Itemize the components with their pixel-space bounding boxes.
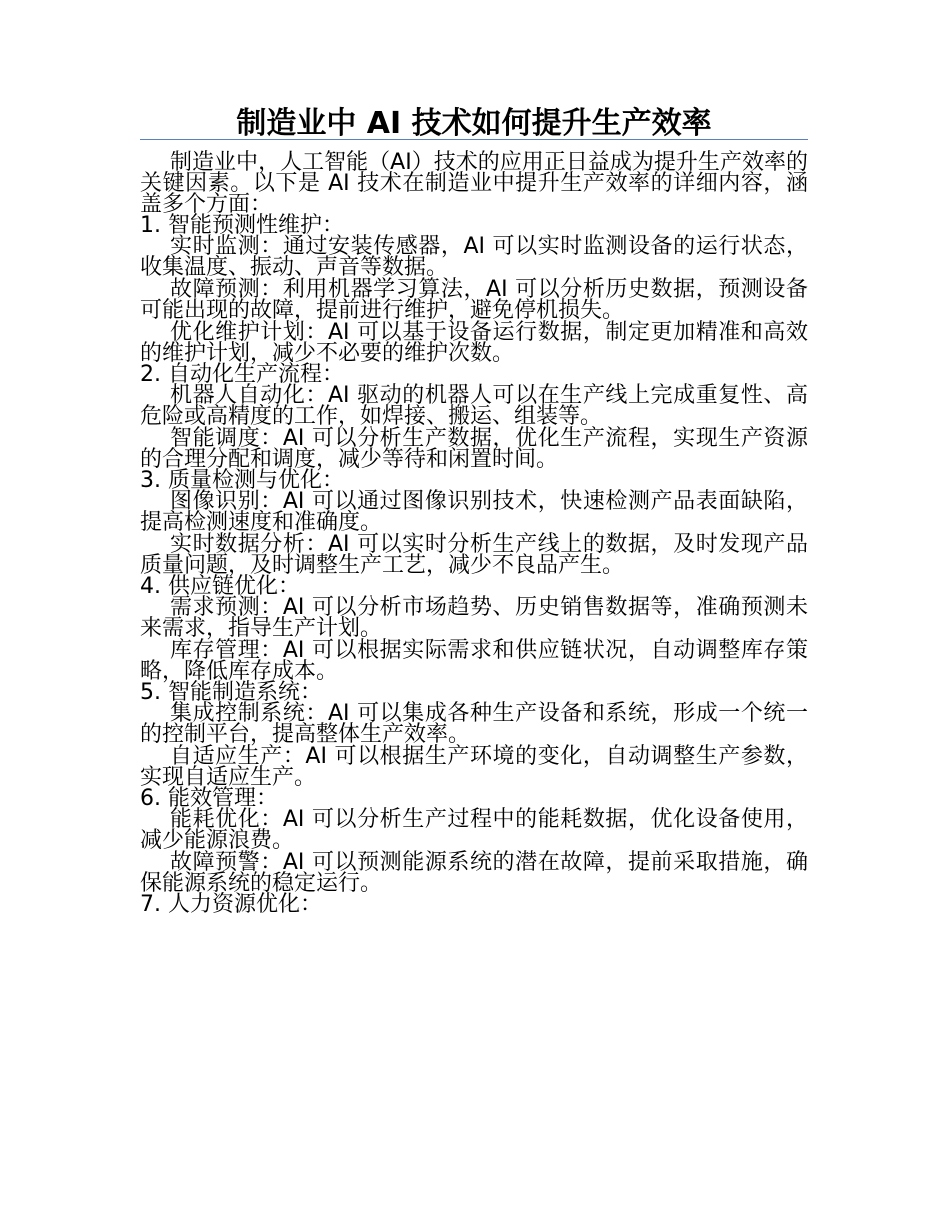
section-heading: 3. 质量检测与优化： [140, 468, 344, 493]
section-heading: 4. 供应链优化： [140, 574, 300, 599]
section-item: 实时数据分析：AI 可以实时分析生产线上的数据，及时发现产品质量问题，及时调整生产工艺，减少不良品产生。 [140, 532, 808, 578]
section-item: 故障预警：AI 可以预测能源系统的潜在故障，提前采取措施，确保能源系统的稳定运行。 [140, 850, 808, 896]
section-item: 机器人自动化：AI 驱动的机器人可以在生产线上完成重复性、高危险或高精度的工作，如焊接、搬运、组装等。 [140, 383, 808, 429]
section-item: 能耗优化：AI 可以分析生产过程中的能耗数据，优化设备使用，减少能源浪费。 [140, 807, 808, 853]
section-item: 优化维护计划：AI 可以基于设备运行数据，制定更加精准和高效的维护计划，减少不必要的维护次数。 [140, 320, 808, 366]
section-item: 图像识别：AI 可以通过图像识别技术，快速检测产品表面缺陷，提高检测速度和准确度。 [140, 489, 808, 535]
section-heading: 5. 智能制造系统： [140, 680, 322, 705]
section-item: 集成控制系统：AI 可以集成各种生产设备和系统，形成一个统一的控制平台，提高整体生产效率。 [140, 701, 808, 747]
document-body [140, 152, 808, 915]
section-heading: 2. 自动化生产流程： [140, 362, 344, 387]
section-item: 实时监测：通过安装传感器，AI 可以实时监测设备的运行状态，收集温度、振动、声音等数据。 [140, 234, 808, 280]
section-heading: 7. 人力资源优化： [140, 892, 322, 917]
section-item: 库存管理：AI 可以根据实际需求和供应链状况，自动调整库存策略，降低库存成本。 [140, 638, 808, 684]
section-item: 智能调度：AI 可以分析生产数据，优化生产流程，实现生产资源的合理分配和调度，减少等待和闲置时间。 [140, 426, 808, 472]
title-underline [140, 139, 808, 140]
section-item: 需求预测：AI 可以分析市场趋势、历史销售数据等，准确预测未来需求，指导生产计划。 [140, 595, 808, 641]
section-heading: 1. 智能预测性维护： [140, 213, 344, 238]
document-title: 制造业中 AI 技术如何提升生产效率 [236, 106, 712, 141]
section-item: 故障预测：利用机器学习算法，AI 可以分析历史数据，预测设备可能出现的故障，提前进行维护，避免停机损失。 [140, 277, 808, 323]
section-item: 自适应生产：AI 可以根据生产环境的变化，自动调整生产参数，实现自适应生产。 [140, 744, 808, 790]
intro-paragraph: 制造业中，人工智能（AI）技术的应用正日益成为提升生产效率的关键因素。以下是 AI 技术在制造业中提升生产效率的详细内容，涵盖多个方面： [140, 150, 808, 217]
section-heading: 6. 能效管理： [140, 786, 278, 811]
